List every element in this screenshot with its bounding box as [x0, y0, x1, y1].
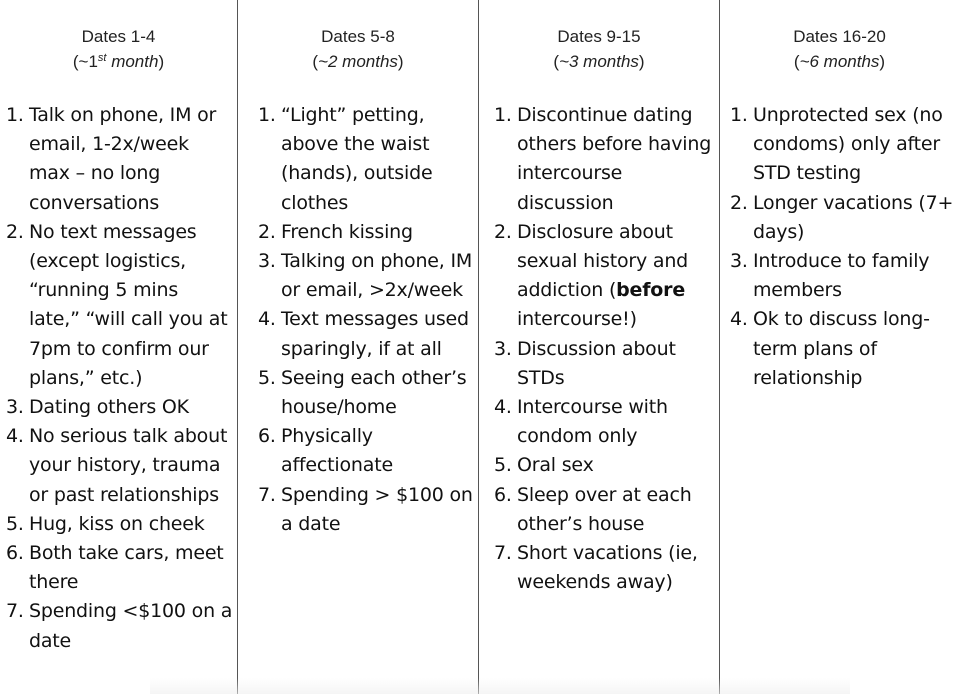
- list-item: 2. Disclosure about sexual history and addiction (before intercourse!): [494, 220, 689, 331]
- list-item: 4. No serious talk about your history, trauma or past relationships: [6, 425, 228, 506]
- list-item: 5. Seeing each other’s house/home: [258, 366, 467, 419]
- list-item: 1. Discontinue dating others before having intercourse discussion: [494, 104, 712, 214]
- list-item: 6. Physically affectionate: [258, 425, 393, 477]
- column-header: [0, 24, 237, 74]
- list-item: 1. “Light” petting, above the waist (hands), outside clothes: [258, 104, 433, 214]
- list-item: 7. Spending <$100 on a date: [6, 600, 233, 652]
- column-subtitle: (~3 months): [553, 52, 645, 71]
- guideline-list: [6, 101, 234, 656]
- guideline-list: [258, 101, 476, 539]
- column-subtitle: (~6 months): [793, 52, 886, 71]
- column-subtitle: (~1st month): [72, 52, 165, 71]
- list-item: 7. Short vacations (ie, weekends away): [494, 542, 698, 594]
- column-header: [238, 24, 478, 74]
- list-item: 3. Talking on phone, IM or email, >2x/week: [258, 250, 473, 302]
- guideline-list: [494, 101, 716, 597]
- list-item: 3. Discussion about STDs: [494, 337, 676, 389]
- list-item: 4. Text messages used sparingly, if at all: [258, 308, 469, 360]
- column-header: [479, 24, 719, 74]
- list-item: 6. Both take cars, meet there: [6, 542, 224, 594]
- list-item: 3. Dating others OK: [6, 396, 189, 419]
- column-title: Dates 9-15: [557, 27, 641, 46]
- column-dates-9-15: [478, 0, 719, 694]
- guideline-list: [730, 101, 958, 393]
- list-item: 2. Longer vacations (7+ days): [730, 191, 954, 243]
- list-item: 2. No text messages (except logistics, “running 5 mins late,” “will call you at 7pm to confirm our plans,” etc.): [6, 220, 228, 389]
- list-item: 4. Ok to discuss long-term plans of relationship: [730, 308, 930, 389]
- list-item: 5. Oral sex: [494, 454, 594, 477]
- column-title: Dates 16-20: [793, 27, 886, 46]
- list-item: 5. Hug, kiss on cheek: [6, 512, 205, 535]
- list-item: 1. Talk on phone, IM or email, 1-2x/week max – no long conversations: [6, 104, 217, 214]
- list-item: 1. Unprotected sex (no condoms) only after STD testing: [730, 104, 943, 185]
- list-item: 7. Spending > $100 on a date: [258, 483, 473, 535]
- column-dates-1-4: [0, 0, 237, 694]
- list-item: 3. Introduce to family members: [730, 250, 930, 302]
- column-dates-5-8: [237, 0, 478, 694]
- list-item: 4. Intercourse with condom only: [494, 396, 668, 448]
- column-title: Dates 1-4: [81, 27, 156, 46]
- list-item: 2. French kissing: [258, 220, 413, 243]
- column-dates-16-20: [719, 0, 959, 694]
- column-title: Dates 5-8: [321, 27, 395, 46]
- list-item: 6. Sleep over at each other’s house: [494, 483, 692, 535]
- column-subtitle: (~2 months): [312, 52, 404, 71]
- column-header: [720, 24, 959, 74]
